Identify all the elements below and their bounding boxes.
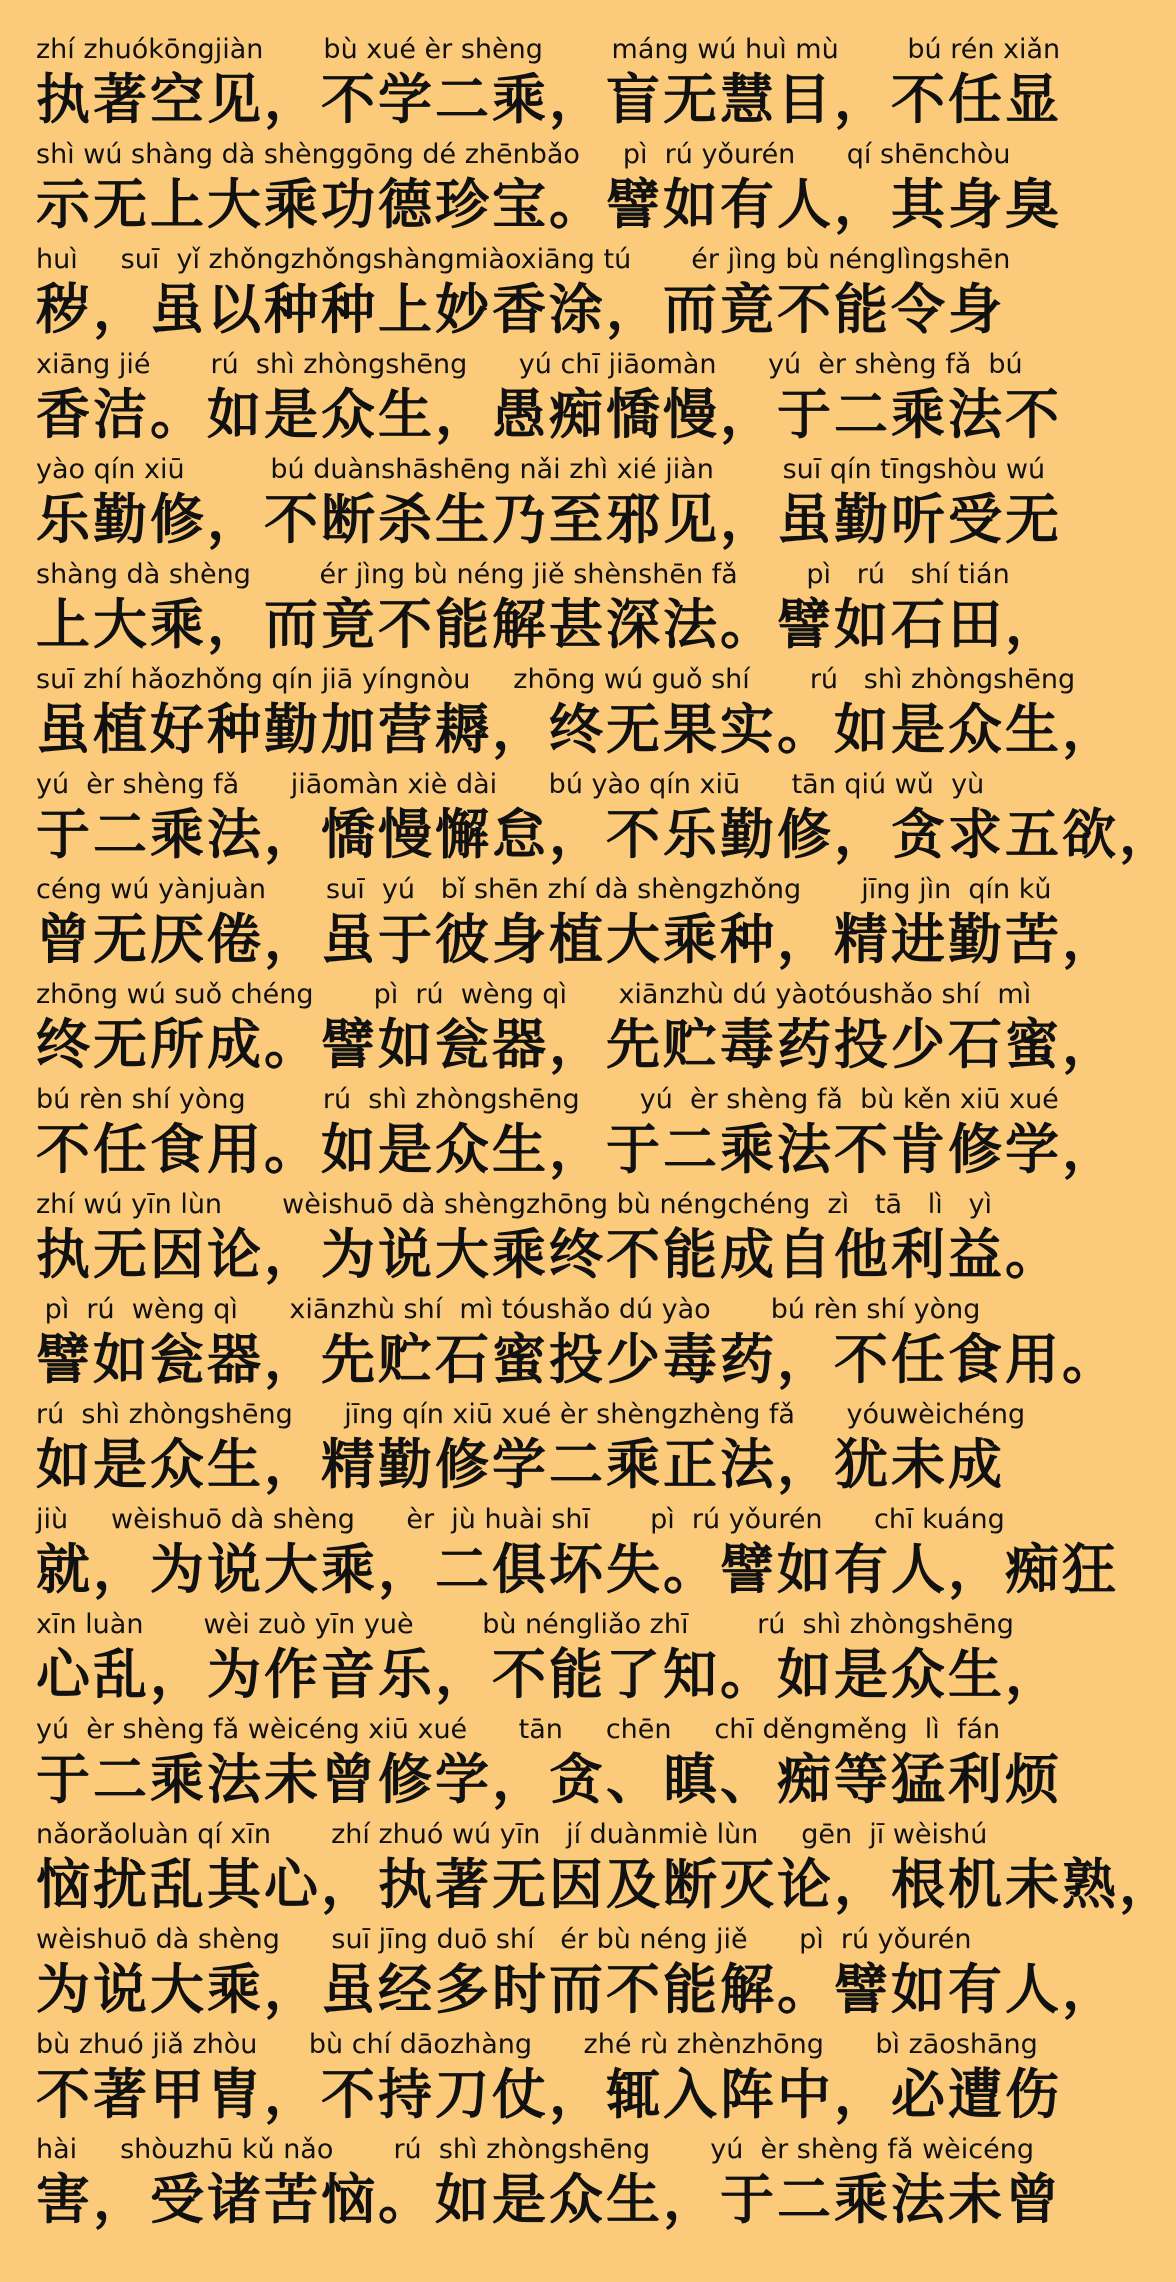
text-line bbox=[36, 1500, 1119, 1605]
pinyin-row: huì suī yǐ zhǒngzhǒngshàngmiàoxiāng tú ér jìng bù nénglìngshēn bbox=[36, 244, 1011, 275]
pinyin-row: yú èr shèng fǎ wèicéng xiū xué tān chēn chī děngměng lì fán bbox=[36, 1714, 1001, 1745]
text-line bbox=[36, 1815, 1176, 1920]
pinyin-row: yào qín xiū bú duànshāshēng nǎi zhì xié jiàn suī qín tīngshòu wú bbox=[36, 454, 1046, 485]
hanzi-row: 上大乘，而竟不能解甚深法。譬如石田， bbox=[36, 593, 1062, 656]
hanzi-row: 如是众生，精勤修学二乘正法，犹未成 bbox=[36, 1433, 1005, 1496]
hanzi-row: 香洁。如是众生，愚痴憍慢，于二乘法不 bbox=[36, 383, 1062, 446]
pinyin-row: bú rèn shí yòng rú shì zhòngshēng yú èr shèng fǎ bù kěn xiū xué bbox=[36, 1084, 1059, 1115]
hanzi-row: 执著空见，不学二乘，盲无慧目，不任显 bbox=[36, 68, 1062, 131]
pinyin-row: zhí zhuókōngjiàn bù xué èr shèng máng wú huì mù bú rén xiǎn bbox=[36, 34, 1061, 65]
hanzi-row: 为说大乘，虽经多时而不能解。譬如有人， bbox=[36, 1958, 1119, 2021]
text-line bbox=[36, 1710, 1062, 1815]
text-line bbox=[36, 2025, 1062, 2130]
text-line bbox=[36, 975, 1119, 1080]
pinyin-row: jiù wèishuō dà shèng èr jù huài shī pì rú yǒurén chī kuáng bbox=[36, 1504, 1005, 1535]
pinyin-row: zhí wú yīn lùn wèishuō dà shèngzhōng bù néngchéng zì tā lì yì bbox=[36, 1189, 992, 1220]
text-line bbox=[36, 1920, 1119, 2025]
text-line bbox=[36, 1290, 1119, 1395]
pinyin-row: hài shòuzhū kǔ nǎo rú shì zhòngshēng yú èr shèng fǎ wèicéng bbox=[36, 2134, 1034, 2165]
pinyin-row: wèishuō dà shèng suī jīng duō shí ér bù néng jiě pì rú yǒurén bbox=[36, 1924, 972, 1955]
hanzi-row: 秽，虽以种种上妙香涂，而竟不能令身 bbox=[36, 278, 1005, 341]
text-line bbox=[36, 765, 1176, 870]
hanzi-row: 害，受诸苦恼。如是众生，于二乘法未曾 bbox=[36, 2168, 1062, 2231]
hanzi-row: 乐勤修，不断杀生乃至邪见，虽勤听受无 bbox=[36, 488, 1062, 551]
pinyin-row: xīn luàn wèi zuò yīn yuè bù néngliǎo zhī rú shì zhòngshēng bbox=[36, 1609, 1014, 1640]
hanzi-row: 譬如瓮器，先贮石蜜投少毒药，不任食用。 bbox=[36, 1328, 1119, 1391]
hanzi-row: 虽植好种勤加营耨，终无果实。如是众生， bbox=[36, 698, 1119, 761]
pinyin-row: xiāng jié rú shì zhòngshēng yú chī jiāomàn yú èr shèng fǎ bú bbox=[36, 349, 1023, 380]
hanzi-row: 示无上大乘功德珍宝。譬如有人，其身臭 bbox=[36, 173, 1062, 236]
hanzi-row: 恼扰乱其心，执著无因及断灭论，根机未熟， bbox=[36, 1853, 1176, 1916]
text-line bbox=[36, 1185, 1062, 1290]
text-line bbox=[36, 240, 1056, 345]
pinyin-row: céng wú yànjuàn suī yú bǐ shēn zhí dà shèngzhǒng jīng jìn qín kǔ bbox=[36, 874, 1052, 905]
pinyin-row: shì wú shàng dà shènggōng dé zhēnbǎo pì rú yǒurén qí shēnchòu bbox=[36, 139, 1011, 170]
pinyin-row: nǎorǎoluàn qí xīn zhí zhuó wú yīn jí duànmiè lùn gēn jī wèishú bbox=[36, 1819, 988, 1850]
text-line bbox=[36, 135, 1062, 240]
hanzi-row: 不任食用。如是众生，于二乘法不肯修学， bbox=[36, 1118, 1119, 1181]
pinyin-row: shàng dà shèng ér jìng bù néng jiě shènshēn fǎ pì rú shí tián bbox=[36, 559, 1010, 590]
text-line bbox=[36, 1395, 1056, 1500]
hanzi-row: 曾无厌倦，虽于彼身植大乘种，精进勤苦， bbox=[36, 908, 1119, 971]
hanzi-row: 于二乘法，憍慢懈怠，不乐勤修，贪求五欲， bbox=[36, 803, 1176, 866]
text-line bbox=[36, 345, 1062, 450]
pinyin-row: zhōng wú suǒ chéng pì rú wèng qì xiānzhù dú yàotóushǎo shí mì bbox=[36, 979, 1032, 1010]
pinyin-row: pì rú wèng qì xiānzhù shí mì tóushǎo dú yào bú rèn shí yòng bbox=[36, 1294, 981, 1325]
text-line bbox=[36, 2130, 1062, 2235]
text-line bbox=[36, 450, 1062, 555]
text-line bbox=[36, 660, 1119, 765]
pinyin-row: yú èr shèng fǎ jiāomàn xiè dài bú yào qín xiū tān qiú wǔ yù bbox=[36, 769, 985, 800]
hanzi-row: 执无因论，为说大乘终不能成自他利益。 bbox=[36, 1223, 1062, 1286]
text-line bbox=[36, 555, 1062, 660]
hanzi-row: 就，为说大乘，二俱坏失。譬如有人，痴狂 bbox=[36, 1538, 1119, 1601]
text-line bbox=[36, 30, 1062, 135]
hanzi-row: 心乱，为作音乐，不能了知。如是众生， bbox=[36, 1643, 1062, 1706]
pinyin-row: bù zhuó jiǎ zhòu bù chí dāozhàng zhé rù zhènzhōng bì zāoshāng bbox=[36, 2029, 1038, 2060]
hanzi-row: 不著甲胄，不持刀仗，辄入阵中，必遭伤 bbox=[36, 2063, 1062, 2126]
text-line bbox=[36, 870, 1119, 975]
hanzi-row: 终无所成。譬如瓮器，先贮毒药投少石蜜， bbox=[36, 1013, 1119, 1076]
pinyin-row: suī zhí hǎozhǒng qín jiā yíngnòu zhōng wú guǒ shí rú shì zhòngshēng bbox=[36, 664, 1076, 695]
text-line bbox=[36, 1080, 1119, 1185]
pinyin-row: rú shì zhòngshēng jīng qín xiū xué èr shèngzhèng fǎ yóuwèichéng bbox=[36, 1399, 1026, 1430]
hanzi-row: 于二乘法未曾修学，贪、瞋、痴等猛利烦 bbox=[36, 1748, 1062, 1811]
text-line bbox=[36, 1605, 1062, 1710]
